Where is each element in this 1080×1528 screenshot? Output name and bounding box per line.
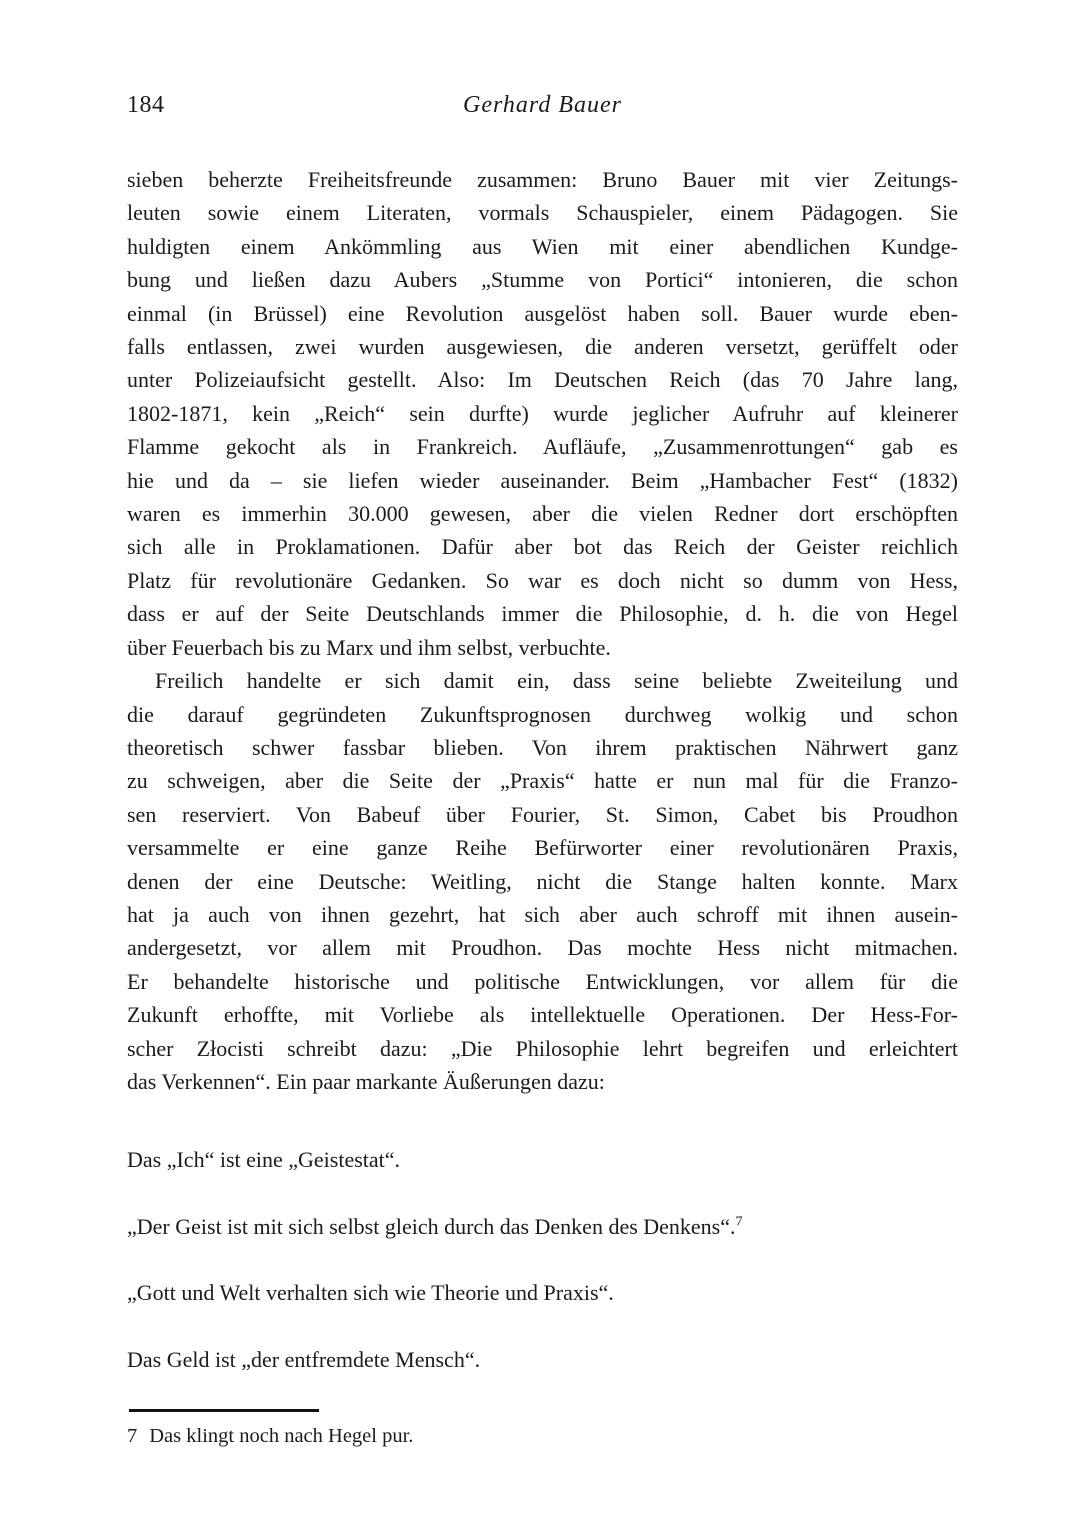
- text-line: Platz für revolutionäre Gedanken. So war es doch nicht so dumm von Hess,: [127, 567, 958, 593]
- text-line: das Verkennen“. Ein paar markante Äußerungen dazu:: [127, 1068, 605, 1094]
- text-line: leuten sowie einem Literaten, vormals Schauspieler, einem Pädagogen. Sie: [127, 200, 958, 226]
- text-line: Zukunft erhoffte, mit Vorliebe als intellektuelle Operationen. Der Hess-For-: [127, 1002, 958, 1028]
- text-line: unter Polizeiaufsicht gestellt. Also: Im Deutschen Reich (das 70 Jahre lang,: [127, 367, 958, 393]
- text-line: 1802-1871, kein „Reich“ sein durfte) wurde jeglicher Aufruhr auf kleinerer: [127, 400, 958, 426]
- running-head: [127, 92, 958, 126]
- footnote-marker: 7: [127, 1425, 138, 1447]
- text-line: sen reserviert. Von Babeuf über Fourier, St. Simon, Cabet bis Proudhon: [127, 801, 958, 827]
- paragraph-2: [127, 664, 958, 1098]
- text-line: Er behandelte historische und politische Entwicklungen, vor allem für die: [127, 968, 958, 994]
- quote-block: [127, 1143, 958, 1376]
- quote-text: Das Geld ist „der entfremdete Mensch“.: [127, 1346, 481, 1372]
- quote-entfremdeter-mensch: [127, 1343, 958, 1376]
- quote-text: Das „Ich“ ist eine „Geistestat“.: [127, 1147, 401, 1173]
- page-number: 184: [127, 92, 165, 118]
- text-line: falls entlassen, zwei wurden ausgewiesen, die anderen versetzt, gerüffelt oder: [127, 334, 958, 360]
- text-line: hie und da – sie liefen wieder auseinander. Beim „Hambacher Fest“ (1832): [127, 467, 958, 493]
- body-text: [127, 163, 958, 1450]
- footnote: [127, 1422, 958, 1450]
- text-line: die darauf gegründeten Zukunftsprognosen durchweg wolkig und schon: [127, 701, 958, 727]
- text-line: Flamme gekocht als in Frankreich. Aufläufe, „Zusammenrottungen“ gab es: [127, 434, 958, 460]
- text-line: sieben beherzte Freiheitsfreunde zusammen: Bruno Bauer mit vier Zeitungs-: [127, 167, 958, 192]
- footnote-area: [127, 1409, 958, 1450]
- text-line: dass er auf der Seite Deutschlands immer die Philosophie, d. h. die von Hegel: [127, 601, 958, 627]
- text-line: waren es immerhin 30.000 gewesen, aber die vielen Redner dort erschöpften: [127, 501, 958, 527]
- text-line: hat ja auch von ihnen gezehrt, hat sich aber auch schroff mit ihnen ausein-: [127, 901, 958, 927]
- text-line: über Feuerbach bis zu Marx und ihm selbst, verbuchte.: [127, 634, 611, 660]
- text-line: bung und ließen dazu Aubers „Stumme von Portici“ intonieren, die schon: [127, 267, 958, 293]
- footnote-text: Das klingt noch nach Hegel pur.: [149, 1425, 414, 1447]
- text-line: andergesetzt, vor allem mit Proudhon. Das mochte Hess nicht mitmachen.: [127, 935, 958, 961]
- footnote-reference: 7: [735, 1214, 743, 1230]
- text-line: sich alle in Proklamationen. Dafür aber bot das Reich der Geister reichlich: [127, 534, 958, 560]
- quote-theorie-und-praxis: [127, 1276, 958, 1309]
- paragraph-1: [127, 163, 958, 664]
- quote-denken-des-denkens: [127, 1210, 958, 1243]
- quote-text: „Der Geist ist mit sich selbst gleich durch das Denken des Denkens“.: [127, 1213, 736, 1239]
- text-line: theoretisch schwer fassbar blieben. Von ihrem praktischen Nährwert ganz: [127, 734, 958, 760]
- footnote-rule: [129, 1409, 319, 1412]
- text-line: Freilich handelte er sich damit ein, dass seine beliebte Zweiteilung und: [155, 668, 958, 694]
- running-header-title: Gerhard Bauer: [463, 92, 622, 118]
- text-line: scher Złocisti schreibt dazu: „Die Philosophie lehrt begreifen und erleichtert: [127, 1035, 958, 1061]
- text-line: einmal (in Brüssel) eine Revolution ausgelöst haben soll. Bauer wurde eben-: [127, 300, 958, 326]
- quote-geistestat: [127, 1143, 958, 1176]
- text-line: huldigten einem Ankömmling aus Wien mit einer abendlichen Kundge-: [127, 233, 958, 259]
- text-line: denen der eine Deutsche: Weitling, nicht die Stange halten konnte. Marx: [127, 868, 958, 894]
- text-line: zu schweigen, aber die Seite der „Praxis“ hatte er nun mal für die Franzo-: [127, 768, 958, 794]
- quote-text: „Gott und Welt verhalten sich wie Theorie und Praxis“.: [127, 1280, 614, 1306]
- text-line: versammelte er eine ganze Reihe Befürworter einer revolutionären Praxis,: [127, 835, 958, 861]
